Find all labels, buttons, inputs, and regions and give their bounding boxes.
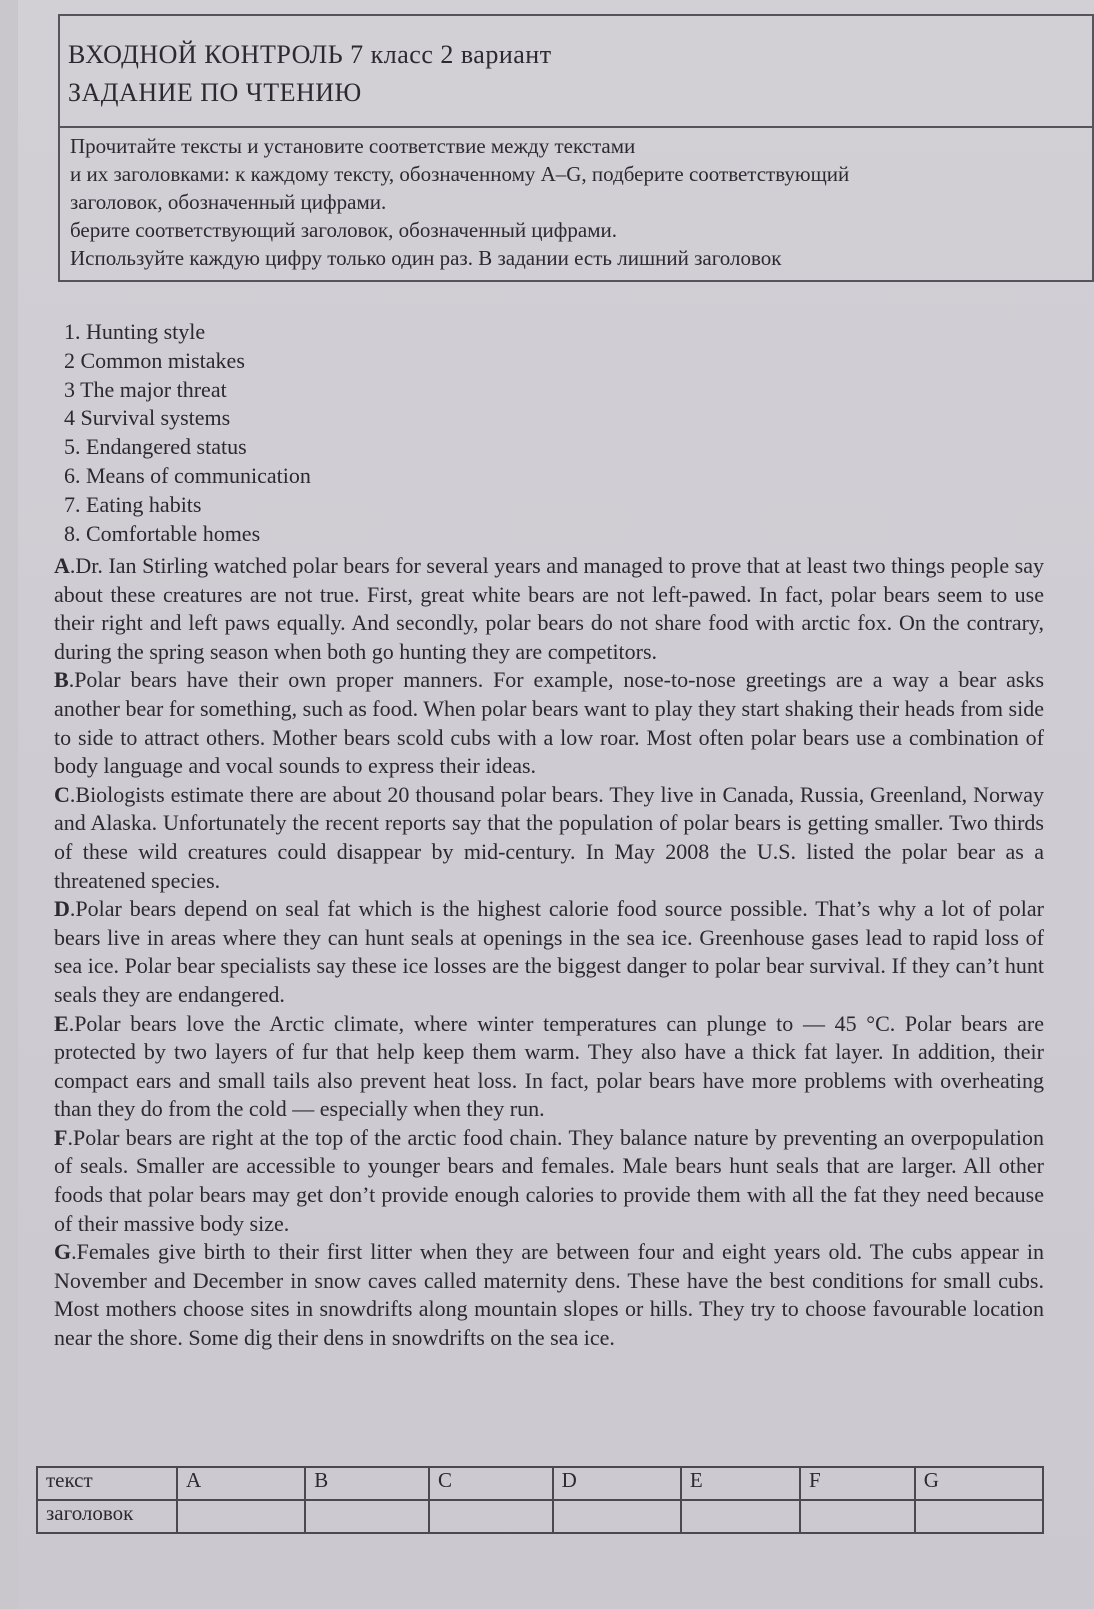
- column-letter-e: E: [681, 1467, 800, 1500]
- answer-cell-a[interactable]: [177, 1500, 305, 1533]
- text-body: .Dr. Ian Stirling watched polar bears for several years and managed to prove that at least two things people say about these creatures are not true. First, great white bears are not left-pawed. In fact, polar bears seem to use their right and left paws equally. And secondly, polar bears do not share food with arctic fox. On the contrary, during the spring season when both go hunting they are competitors.: [54, 553, 1044, 664]
- heading-item: 2 Common mistakes: [64, 347, 245, 373]
- column-letter-a: A: [177, 1467, 305, 1500]
- heading-item: 4 Survival systems: [64, 405, 231, 431]
- reading-texts: [54, 552, 1044, 1353]
- text-paragraph-e: [54, 1010, 1044, 1124]
- text-body: .Polar bears depend on seal fat which is the highest calorie food source possible. That’s why a lot of polar bears live in areas where they can hunt seals at openings in the sea ice. Greenhouse gases lead to rapid loss of sea ice. Polar bear specialists say these ice losses are the biggest danger to polar bear survival. If they can’t hunt seals they are endangered.: [54, 896, 1044, 1007]
- heading-item: 3 The major threat: [64, 376, 227, 402]
- heading-item: 6. Means of communication: [64, 462, 311, 488]
- worksheet-title: ВХОДНОЙ КОНТРОЛЬ 7 класс 2 вариант: [68, 40, 552, 69]
- text-letter: F: [54, 1124, 68, 1150]
- text-paragraph-g: [54, 1238, 1044, 1352]
- answer-cell-g[interactable]: [915, 1500, 1043, 1533]
- column-letter-f: F: [800, 1467, 915, 1500]
- header-box: [58, 14, 1094, 126]
- row-label-heading: заголовок: [37, 1500, 177, 1533]
- instruction-line: Прочитайте тексты и установите соответствие между текстами: [70, 134, 636, 158]
- heading-item: 1. Hunting style: [64, 319, 206, 344]
- text-paragraph-f: [54, 1124, 1044, 1238]
- text-letter: A: [54, 553, 70, 578]
- answer-cell-b[interactable]: [305, 1500, 429, 1533]
- instruction-line: заголовок, обозначенный цифрами.: [70, 190, 387, 214]
- text-body: .Polar bears have their own proper manners. For example, nose-to-nose greetings are a way a bear asks another bear for something, such as food. When polar bears want to play they start shaking their heads from side to side to attract others. Mother bears scold cubs with a low roar. Most often polar bears use a combination of body language and vocal sounds to express their ideas.: [54, 667, 1044, 779]
- text-letter: E: [54, 1010, 69, 1036]
- text-body: .Polar bears love the Arctic climate, where winter temperatures can plunge to — 45 °C. Polar bears are protected by two layers of fur that help keep them warm. They also have a thick fat layer. In addition, their compact ears and small tails also prevent heat loss. In fact, polar bears have more problems with overheating than they do from the cold — especially when they run.: [54, 1010, 1044, 1122]
- row-label-text: текст: [37, 1467, 177, 1500]
- text-paragraph-b: [54, 666, 1044, 780]
- text-paragraph-a: [54, 552, 1044, 666]
- answer-cell-c[interactable]: [429, 1500, 553, 1533]
- column-letter-c: C: [429, 1467, 553, 1500]
- instruction-line: и их заголовками: к каждому тексту, обозначенному A–G, подберите соответствующий: [70, 162, 850, 186]
- table-row: [37, 1467, 1043, 1500]
- column-letter-g: G: [915, 1467, 1043, 1500]
- text-letter: G: [54, 1239, 72, 1265]
- text-body: .Polar bears are right at the top of the arctic food chain. They balance nature by preventing an overpopulation of seals. Smaller are accessible to younger bears and females. Male bears hunt seals that are larger. All other foods that polar bears may get don’t provide enough calories to provide them with all the fat they need because of their massive body size.: [54, 1124, 1044, 1236]
- answer-cell-f[interactable]: [800, 1500, 915, 1533]
- column-letter-b: B: [305, 1467, 429, 1500]
- instruction-line: берите соответствующий заголовок, обозначенный цифрами.: [70, 218, 617, 242]
- column-letter-d: D: [553, 1467, 681, 1500]
- text-paragraph-d: [54, 895, 1044, 1009]
- table-row: [37, 1500, 1043, 1533]
- instruction-line: Используйте каждую цифру только один раз. В задании есть лишний заголовок: [70, 246, 782, 270]
- heading-item: 8. Comfortable homes: [64, 520, 261, 546]
- heading-item: 7. Eating habits: [64, 491, 202, 517]
- answer-table: [36, 1466, 1044, 1534]
- text-body: .Biologists estimate there are about 20 thousand polar bears. They live in Canada, Russia, Greenland, Norway and Alaska. Unfortunately the recent reports say that the population of polar bears is getting smaller. Two thirds of these wild creatures could disappear by mid-century. In May 2008 the U.S. listed the polar bear as a threatened species.: [54, 781, 1044, 893]
- text-paragraph-c: [54, 781, 1044, 895]
- task-title: ЗАДАНИЕ ПО ЧТЕНИЮ: [68, 78, 362, 107]
- text-letter: B: [54, 667, 69, 693]
- answer-cell-e[interactable]: [681, 1500, 800, 1533]
- worksheet-page: [18, 0, 1094, 1609]
- text-letter: D: [54, 896, 70, 922]
- headings-list: [64, 318, 311, 548]
- answer-cell-d[interactable]: [553, 1500, 681, 1533]
- text-body: .Females give birth to their first litter when they are between four and eight years old. The cubs appear in November and December in snow caves called maternity dens. These have the best conditions for small cubs. Most mothers choose sites in snowdrifts along mountain slopes or hills. They try to choose favourable location near the shore. Some dig their dens in snowdrifts on the sea ice.: [54, 1239, 1044, 1351]
- heading-item: 5. Endangered status: [64, 434, 247, 460]
- text-letter: C: [54, 781, 70, 807]
